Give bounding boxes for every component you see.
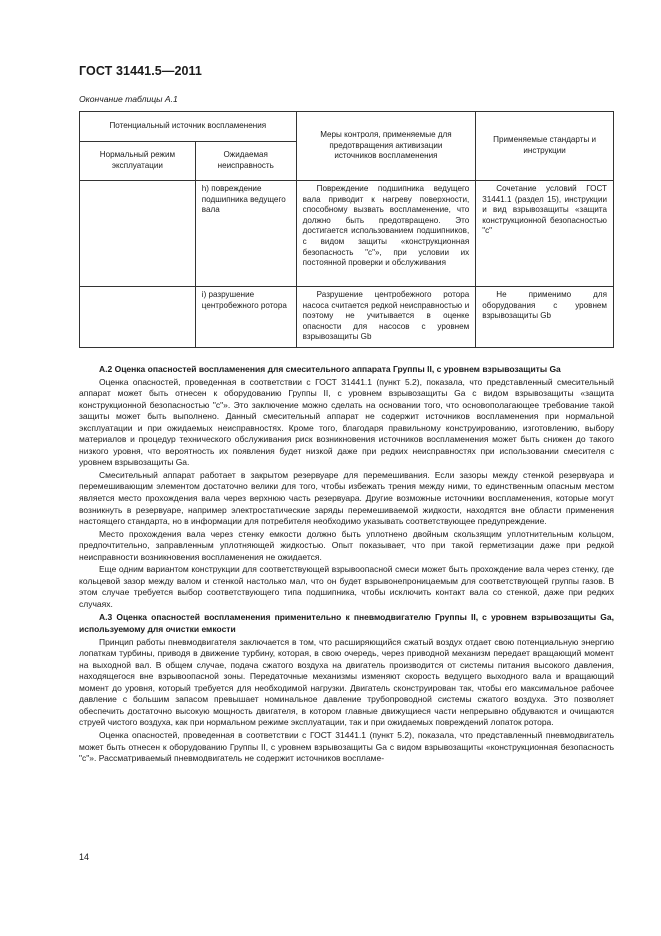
table-cell: Разрушение центробежного ротора насоса считается редкой неисправностью и поэтому не учитывается в оценке опасности для насосов с уровнем взрывозащиты Gb bbox=[296, 287, 476, 348]
table-cell: Не применимо для оборудования с уровнем взрывозащиты Gb bbox=[476, 287, 614, 348]
table-caption: Окончание таблицы А.1 bbox=[79, 94, 178, 104]
ignition-sources-table bbox=[79, 111, 614, 348]
table-row bbox=[80, 287, 614, 348]
paragraph: Смесительный аппарат работает в закрытом резервуаре для перемешивания. Если зазоры между стенкой резервуара и перемешивающим элементом достаточно велики для того, чтобы избежать трения между ними, то единственным опасным местом является место прохождения вала через верхнюю часть резервуара. Другие возможные источники воспламенения, которые могут возникнуть в резервуаре, например электростатические заряды перемешиваемой жидкости, находятся вне области применения настоящего стандарта, но в информации для потребителя необходимо указывать соответствующее предупреждение. bbox=[79, 469, 614, 527]
paragraph: Оценка опасностей, проведенная в соответствии с ГОСТ 31441.1 (пункт 5.2), показала, что представленный смесительный аппарат может быть отнесен к оборудованию Группы II, с уровнем взрывозащиты Ga с видом взрывозащиты «защита конструкционной безопасностью "c"». Это заключение можно сделать на основании того, что основополагающее требование такой защиты может быть выполнено. Данный смесительный аппарат не содержит источников воспламенения при нормальной эксплуатации и при ожидаемых неисправностях. Кроме того, благодаря правильному конструированию, изготовлению, выбору материалов и процедур технического обслуживания риск возникновения источников воспламенения может быть снижен до такого низкого уровня, что вероятность их появления будет низкой даже при редких неисправностях при использовании смесителя с уровнем взрывозащиты Ga. bbox=[79, 376, 614, 468]
table-cell: i) разрушение центробежного ротора bbox=[195, 287, 296, 348]
table-cell bbox=[80, 287, 196, 348]
table-header-standards: Применяемые стандарты и инструкции bbox=[476, 112, 614, 181]
document-body bbox=[79, 362, 614, 765]
paragraph: Еще одним вариантом конструкции для соответствующей взрывоопасной смеси может быть прохождение вала через стенку, где кольцевой зазор между валом и стенкой настолько мал, что он будет взрывонепроницаемым для соответствующей группы газов. В этом случае требуется выбор соответствующего типа подшипника, чтобы исключить контакт вала со стенкой, даже при редких случаях. bbox=[79, 564, 614, 609]
table-cell: Сочетание условий ГОСТ 31441.1 (раздел 15), инструкции и вид взрывозащиты «защита конструкционной безопасностью "c" bbox=[476, 181, 614, 287]
table-cell: Повреждение подшипника ведущего вала приводит к нагреву поверхности, способному вызвать воспламенение, что должно быть предотвращено. Это достигается использованием подшипников, с видом защиты «конструкционная безопасность "c"», при условии их постоянной проверки и обслуживания bbox=[296, 181, 476, 287]
table-row bbox=[80, 181, 614, 287]
section-a3-title: А.3 Оценка опасностей воспламенения применительно к пневмодвигателю Группы II, с уровнем взрывозащиты Ga, используемому для очистки емкости bbox=[79, 612, 614, 635]
section-a2-title: А.2 Оценка опасностей воспламенения для смесительного аппарата Группы II, с уровнем взрывозащиты Ga bbox=[99, 364, 561, 374]
paragraph: Оценка опасностей, проведенная в соответствии с ГОСТ 31441.1 (пункт 5.2), показала, что представленный пневмодвигатель может быть отнесен к оборудованию Группы II, с уровнем взрывозащиты Ga с видом взрывозащиты «конструкционная безопасность "c"». Рассматриваемый пневмодвигатель не содержит источников воспламе- bbox=[79, 729, 614, 764]
table-group-header: Потенциальный источник воспламенения bbox=[80, 112, 297, 142]
table-cell: h) повреждение подшипника ведущего вала bbox=[195, 181, 296, 287]
table-header-normal-mode: Нормальный режим эксплуатации bbox=[80, 142, 196, 181]
table-header-expected-fault: Ожидаемая неисправность bbox=[195, 142, 296, 181]
table-header-control-measures: Меры контроля, применяемые для предотвращения активизации источников воспламенения bbox=[296, 112, 476, 181]
paragraph: Принцип работы пневмодвигателя заключается в том, что расширяющийся сжатый воздух отдает свою потенциальную энергию лопаткам турбины, приводя в движение турбину, которая, в свою очередь, через приводной механизм передает вращающий момент на выходной вал. В общем случае, подача сжатого воздуха на двигатель производится от системы питания высокого давления, находящегося вне взрывоопасной зоны. Передаточные механизмы изменяют скорость ведущего выходного вала и вращающий момент до уровня, который требуется для необходимой нагрузки. Двигатель сконструирован так, чтобы его максимальное рабочее давление с большим запасом превышает номинальное давление трубопроводной системы сжатого воздуха. Это позволяет обеспечить достаточно высокую мощность двигателя, в котором главные движущиеся части непрерывно обдуваются и очищаются струей чистого воздуха, как при нормальном режиме эксплуатации, так и при ожидаемых повреждений лопаток ротора. bbox=[79, 636, 614, 728]
document-title: ГОСТ 31441.5—2011 bbox=[79, 64, 202, 78]
page-number: 14 bbox=[79, 852, 90, 862]
paragraph: Место прохождения вала через стенку емкости должно быть уплотнено двойным скользящим уплотнительным кольцом, предпочтительно, заправленным уплотняющей жидкостью. Опыт показывает, что при такой герметизации даже при редкой неисправности возникновения воспламенения не ожидается. bbox=[79, 528, 614, 562]
table-cell bbox=[80, 181, 196, 287]
